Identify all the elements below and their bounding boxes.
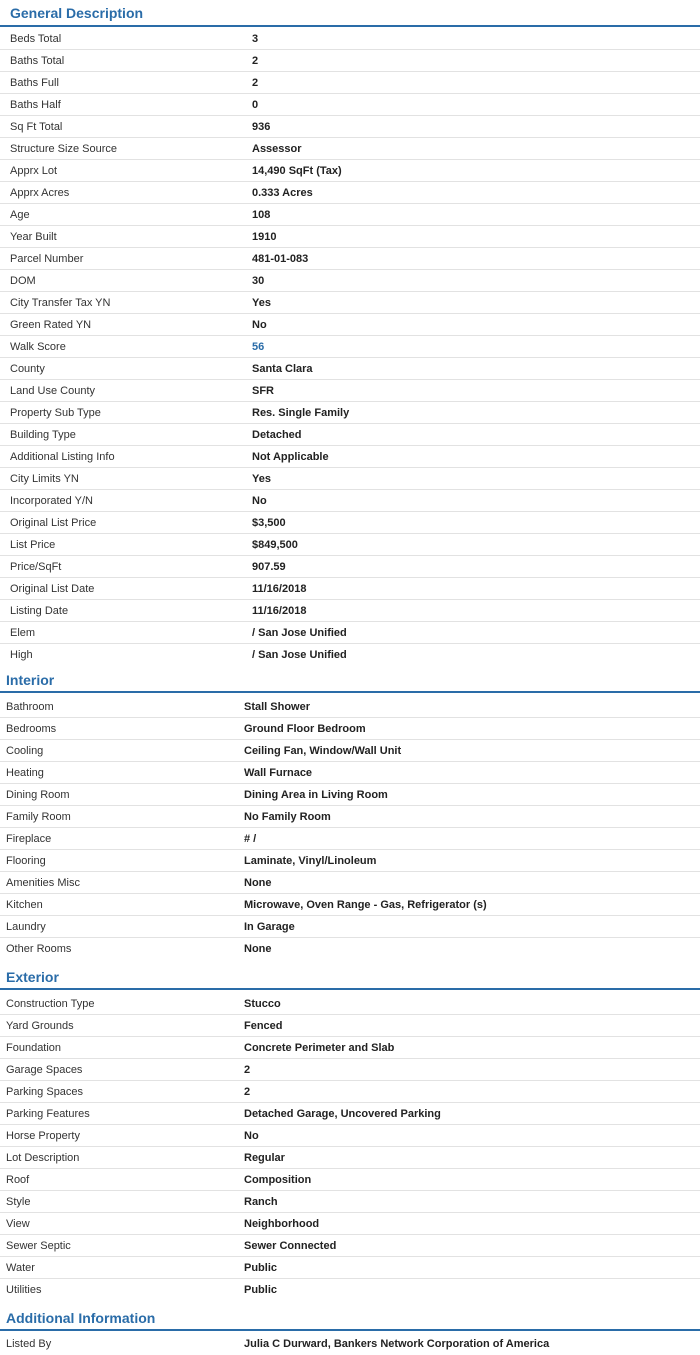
field-value: Fenced	[244, 1019, 283, 1032]
table-row	[0, 490, 700, 512]
field-value: Yes	[252, 296, 271, 309]
field-value: 108	[252, 208, 271, 221]
field-value: 11/16/2018	[252, 604, 307, 617]
field-value: $3,500	[252, 516, 286, 529]
table-row	[0, 248, 700, 270]
field-label: Age	[10, 208, 30, 221]
field-value: Santa Clara	[252, 362, 313, 375]
field-label: Structure Size Source	[10, 142, 117, 155]
field-value: 2	[252, 54, 259, 67]
field-value: Public	[244, 1284, 278, 1296]
field-label: Elem	[10, 626, 36, 639]
table-row	[0, 622, 700, 644]
table-row	[0, 226, 700, 248]
field-value: Yes	[252, 472, 271, 485]
field-value: 11/16/2018	[252, 582, 307, 595]
field-label: Heating	[6, 766, 44, 779]
table-row	[0, 644, 700, 666]
table-row	[0, 1037, 700, 1059]
field-label: Parking Features	[6, 1107, 90, 1120]
field-value: No	[252, 318, 267, 331]
field-label: High	[10, 649, 33, 661]
field-label: Original List Date	[10, 582, 95, 595]
field-value: Sewer Connected	[244, 1239, 337, 1252]
field-value: None	[244, 876, 272, 889]
field-value: $849,500	[252, 538, 298, 551]
section-general-description	[0, 0, 700, 666]
field-label: Price/SqFt	[10, 560, 62, 573]
field-value: / San Jose Unified	[252, 626, 347, 639]
field-value: Ceiling Fan, Window/Wall Unit	[244, 744, 402, 757]
table-row	[0, 534, 700, 556]
table-row	[0, 138, 700, 160]
table-row	[0, 578, 700, 600]
field-label: Laundry	[6, 920, 46, 933]
section-title: Interior	[0, 668, 700, 693]
field-value: Wall Furnace	[244, 766, 313, 779]
field-value: 481-01-083	[252, 252, 309, 265]
table-row	[0, 938, 700, 960]
table-row	[0, 468, 700, 490]
table-row	[0, 718, 700, 740]
field-label: Walk Score	[10, 340, 66, 353]
field-label: Green Rated YN	[10, 318, 92, 331]
field-label: City Transfer Tax YN	[10, 296, 111, 309]
field-value: Concrete Perimeter and Slab	[244, 1041, 395, 1054]
table-row	[0, 94, 700, 116]
table-row	[0, 696, 700, 718]
table-row	[0, 556, 700, 578]
field-value: 907.59	[252, 560, 286, 573]
field-label: Parking Spaces	[6, 1085, 84, 1098]
field-value: Detached	[252, 428, 302, 441]
table-row	[0, 512, 700, 534]
field-label: Horse Property	[6, 1129, 80, 1142]
table-row	[0, 806, 700, 828]
table-row	[0, 380, 700, 402]
field-label: Original List Price	[10, 516, 97, 529]
table-row	[0, 116, 700, 138]
field-label: View	[6, 1217, 30, 1230]
field-label: Bathroom	[6, 700, 54, 713]
field-value: 3	[252, 32, 259, 45]
table-row	[0, 1213, 700, 1235]
field-label: Year Built	[10, 230, 57, 243]
field-value: 0.333 Acres	[252, 186, 313, 199]
field-value: / San Jose Unified	[252, 649, 347, 661]
field-value: 936	[252, 120, 271, 133]
field-value: In Garage	[244, 920, 295, 933]
table-row	[0, 1125, 700, 1147]
table-row	[0, 850, 700, 872]
field-label: County	[10, 362, 45, 375]
field-label: Water	[6, 1261, 35, 1274]
table-row	[0, 1257, 700, 1279]
field-label: Bedrooms	[6, 722, 57, 735]
table-row	[0, 993, 700, 1015]
table-row	[0, 314, 700, 336]
field-label: Kitchen	[6, 898, 43, 911]
field-value: 1910	[252, 230, 277, 243]
field-value: Stall Shower	[244, 700, 311, 713]
field-value: Neighborhood	[244, 1217, 320, 1230]
table-row	[0, 740, 700, 762]
field-value: SFR	[252, 384, 274, 397]
field-label: Sq Ft Total	[10, 120, 63, 133]
table-row	[0, 1103, 700, 1125]
field-value: Julia C Durward, Bankers Network Corporation of America	[244, 1338, 550, 1350]
field-label: Baths Half	[10, 98, 61, 111]
field-label: Additional Listing Info	[10, 450, 115, 463]
table-row	[0, 28, 700, 50]
field-value: Stucco	[244, 997, 281, 1010]
table-row	[0, 1279, 700, 1301]
section-title: Additional Information	[0, 1306, 700, 1331]
field-label: Amenities Misc	[6, 876, 80, 889]
additional-rows	[0, 1331, 700, 1355]
field-label: List Price	[10, 538, 56, 551]
table-row	[0, 358, 700, 380]
field-value: None	[244, 943, 272, 955]
field-label: Style	[6, 1195, 31, 1208]
field-label: Construction Type	[6, 997, 95, 1010]
field-label: Listed By	[6, 1338, 52, 1350]
field-label: Building Type	[10, 428, 76, 441]
field-label: Apprx Acres	[10, 186, 70, 199]
field-value: Dining Area in Living Room	[244, 788, 388, 801]
table-row	[0, 1191, 700, 1213]
table-row	[0, 292, 700, 314]
field-value: Composition	[244, 1173, 312, 1186]
field-value: 2	[244, 1063, 251, 1076]
field-label: Property Sub Type	[10, 406, 101, 419]
section-interior	[0, 668, 700, 960]
field-label: Incorporated Y/N	[10, 494, 93, 507]
field-label: Parcel Number	[10, 252, 84, 265]
field-label: City Limits YN	[10, 472, 79, 485]
field-label: Utilities	[6, 1284, 42, 1296]
table-row	[0, 1015, 700, 1037]
field-value: 14,490 SqFt (Tax)	[252, 164, 342, 177]
field-value: Microwave, Oven Range - Gas, Refrigerator (s)	[244, 898, 487, 911]
field-label: Foundation	[6, 1041, 62, 1054]
field-value: 2	[244, 1085, 251, 1098]
field-label: Yard Grounds	[6, 1019, 74, 1032]
table-row	[0, 1059, 700, 1081]
field-label: Listing Date	[10, 604, 69, 617]
table-row	[0, 1169, 700, 1191]
exterior-rows	[0, 990, 700, 1301]
general-rows	[0, 27, 700, 666]
field-label: Apprx Lot	[10, 164, 58, 177]
field-value: 2	[252, 76, 259, 89]
walk-score-link[interactable]: 56	[252, 340, 265, 353]
field-value: No	[252, 494, 267, 507]
field-label: Dining Room	[6, 788, 70, 801]
table-row	[0, 762, 700, 784]
field-value: Laminate, Vinyl/Linoleum	[244, 854, 377, 867]
field-label: Beds Total	[10, 32, 62, 45]
table-row	[0, 72, 700, 94]
table-row	[0, 1333, 700, 1355]
field-value: Ranch	[244, 1195, 278, 1208]
table-row	[0, 916, 700, 938]
table-row	[0, 160, 700, 182]
field-value: Detached Garage, Uncovered Parking	[244, 1107, 441, 1120]
table-row	[0, 402, 700, 424]
field-value: # /	[244, 832, 257, 845]
field-value: 0	[252, 98, 259, 111]
field-value: No	[244, 1129, 259, 1142]
field-label: Land Use County	[10, 384, 95, 397]
field-label: Garage Spaces	[6, 1063, 83, 1076]
table-row	[0, 894, 700, 916]
section-exterior	[0, 965, 700, 1301]
table-row	[0, 336, 700, 358]
field-label: Roof	[6, 1173, 30, 1186]
table-row	[0, 872, 700, 894]
field-label: Baths Full	[10, 76, 59, 89]
field-label: Sewer Septic	[6, 1239, 71, 1252]
table-row	[0, 270, 700, 292]
field-label: Family Room	[6, 810, 71, 823]
table-row	[0, 50, 700, 72]
field-value: Public	[244, 1261, 278, 1274]
field-value: Not Applicable	[252, 450, 329, 463]
field-label: Other Rooms	[6, 943, 72, 955]
section-title: Exterior	[0, 965, 700, 990]
table-row	[0, 424, 700, 446]
table-row	[0, 1235, 700, 1257]
section-title: General Description	[0, 0, 700, 27]
section-additional-information	[0, 1306, 700, 1355]
field-label: Flooring	[6, 854, 46, 867]
field-label: Lot Description	[6, 1151, 80, 1164]
field-value: Regular	[244, 1151, 285, 1164]
table-row	[0, 446, 700, 468]
table-row	[0, 204, 700, 226]
field-label: DOM	[10, 274, 36, 287]
field-value: No Family Room	[244, 810, 331, 823]
field-value: Assessor	[252, 142, 302, 155]
field-value: Ground Floor Bedroom	[244, 722, 366, 735]
field-value: 30	[252, 274, 265, 287]
table-row	[0, 1081, 700, 1103]
field-label: Cooling	[6, 744, 44, 757]
table-row	[0, 784, 700, 806]
table-row	[0, 600, 700, 622]
table-row	[0, 828, 700, 850]
field-value: Res. Single Family	[252, 406, 350, 419]
field-label: Baths Total	[10, 54, 65, 67]
interior-rows	[0, 693, 700, 960]
table-row	[0, 1147, 700, 1169]
table-row	[0, 182, 700, 204]
field-label: Fireplace	[6, 832, 52, 845]
